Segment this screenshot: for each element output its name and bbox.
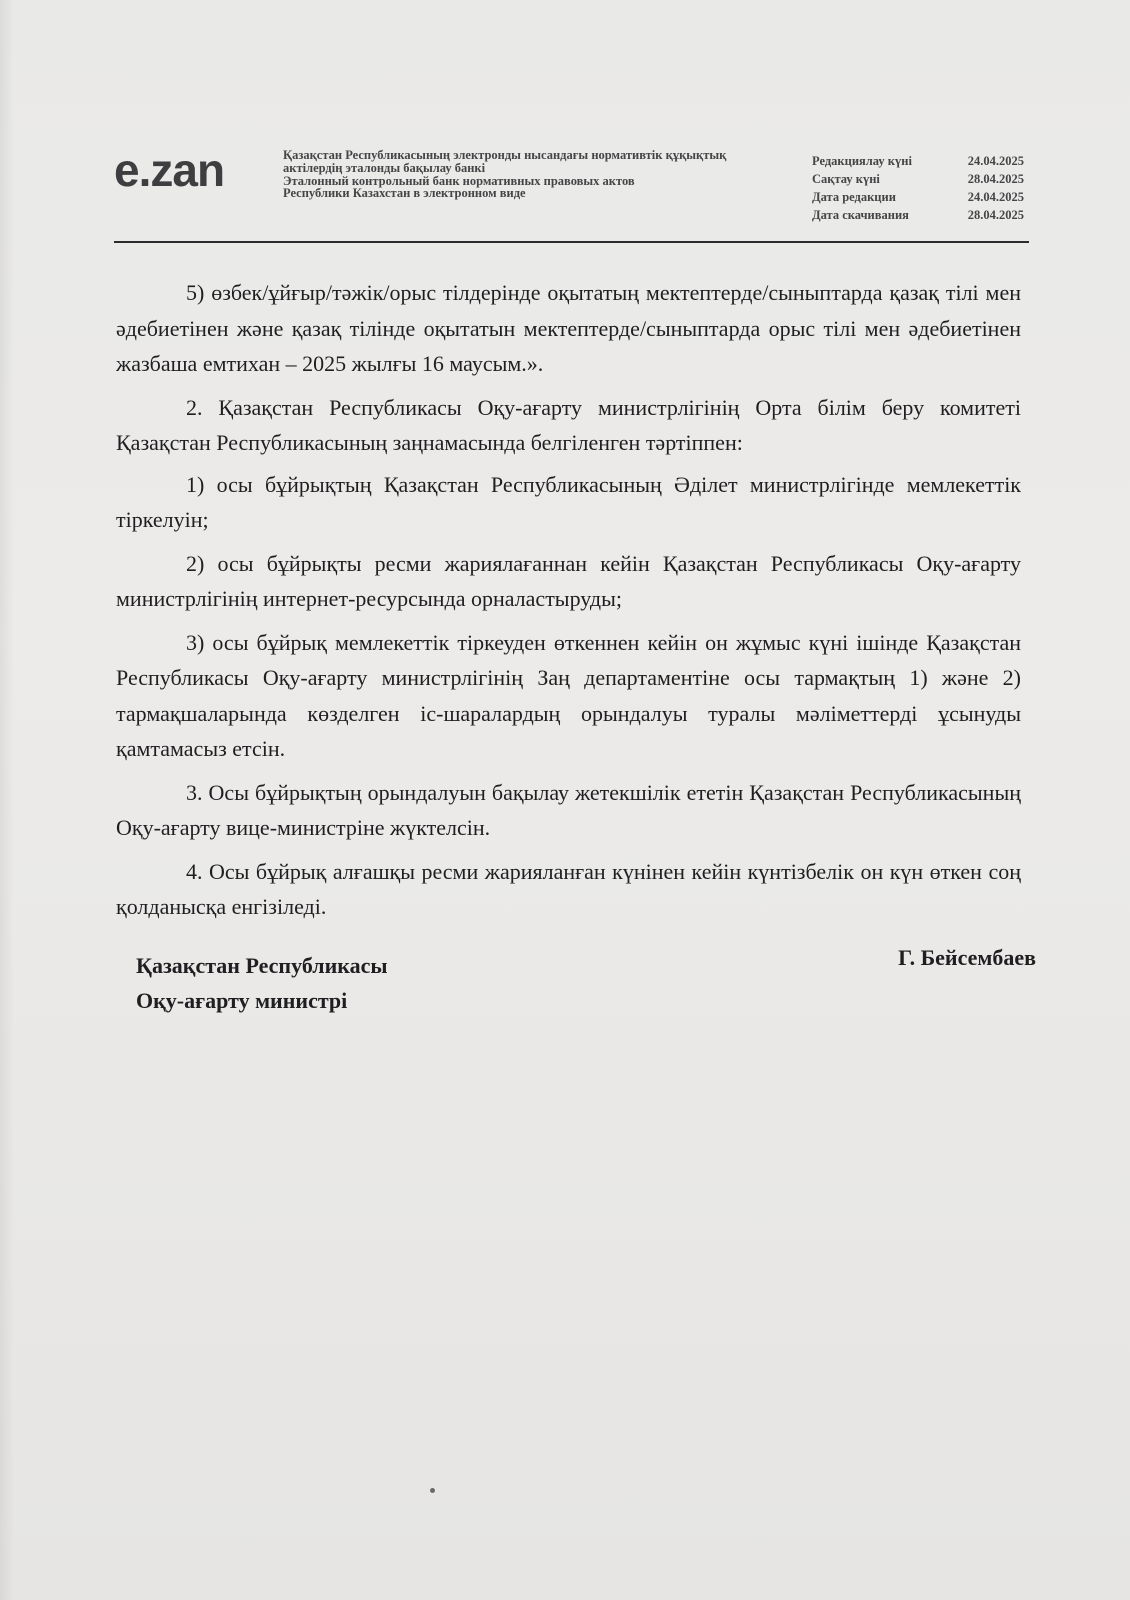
meta-row-edit-date-ru [812,188,1024,206]
paragraph-subitem-2: 2) осы бұйрықты ресми жариялағаннан кейін Қазақстан Республикасы Оқу-ағарту министрлігінің интернет-ресурсында орналастыруды; [116,550,1021,611]
meta-row-edit-date-kz [812,152,1024,170]
meta-label: Дата скачивания [812,208,909,222]
date-meta-block [812,152,1024,224]
meta-label: Дата редакции [812,190,896,204]
meta-row-save-date-kz [812,170,1024,188]
header-divider [114,241,1029,243]
meta-value: 24.04.2025 [967,154,1024,168]
bank-title-line: актілердің эталонды бақылау банкі [283,160,486,175]
ezan-logo: e.zan [114,144,225,196]
order-body [116,275,1021,933]
signatory-name: Г. Бейсембаев [898,945,1036,970]
meta-value: 28.04.2025 [967,208,1024,222]
paragraph-subitem-1: 1) осы бұйрықтың Қазақстан Республикасының Әділет министрлігінде мемлекеттік тіркелуін; [116,471,1021,532]
signature-block [136,945,1036,1018]
meta-value: 28.04.2025 [967,172,1024,186]
meta-row-download-date-ru [812,206,1024,224]
paragraph-item-2: 2. Қазақстан Республикасы Оқу-ағарту министрлігінің Орта білім беру комитеті Қазақстан Республикасының заңнамасында белгіленген тәртіппен: [116,394,1021,455]
paragraph-item-3: 3. Осы бұйрықтың орындалуын бақылау жетекшілік ететін Қазақстан Республикасының Оқу-ағарту вице-министріне жүктелсін. [116,779,1021,840]
paragraph-item-4: 4. Осы бұйрық алғашқы ресми жарияланған күнінен кейін күнтізбелік он күн өткен соң қолданысқа енгізіледі. [116,858,1021,919]
meta-label: Сақтау күні [812,172,880,186]
meta-value: 24.04.2025 [967,190,1024,204]
page-edge-shadow [0,0,14,1600]
bank-title-line: Қазақстан Республикасының электронды нысандағы нормативтік құқықтық [283,148,727,162]
bank-title-line: Эталонный контрольный банк нормативных правовых актов [283,173,635,188]
paragraph-subitem-3: 3) осы бұйрық мемлекеттік тіркеуден өткеннен кейін он жұмыс күні ішінде Қазақстан Республикасы Оқу-ағарту министрлігінің Заң департаментіне осы тармақтың 1) және 2) тармақшаларында көзделген іс-шаралардың орындалуы туралы мәліметтерді ұсынуды қамтамасыз етсін. [116,629,1021,761]
position-line: Қазақстан Республикасы [136,953,388,978]
paper-speck [430,1488,435,1493]
position-line: Оқу-ағарту министрі [136,988,348,1013]
meta-label: Редакциялау күні [812,154,912,168]
bank-title-line: Республики Казахстан в электронном виде [283,186,526,201]
bank-title-block [283,149,783,200]
paragraph-subitem-5: 5) өзбек/ұйғыр/тәжік/орыс тілдерінде оқытатың мектептерде/сыныптарда қазақ тілі мен әдебиетінен және қазақ тілінде оқытатын мектептерде/сыныптарда орыс тілі мен әдебиетінен жазбаша емтихан – 2025 жылғы 16 маусым.». [116,280,1021,376]
